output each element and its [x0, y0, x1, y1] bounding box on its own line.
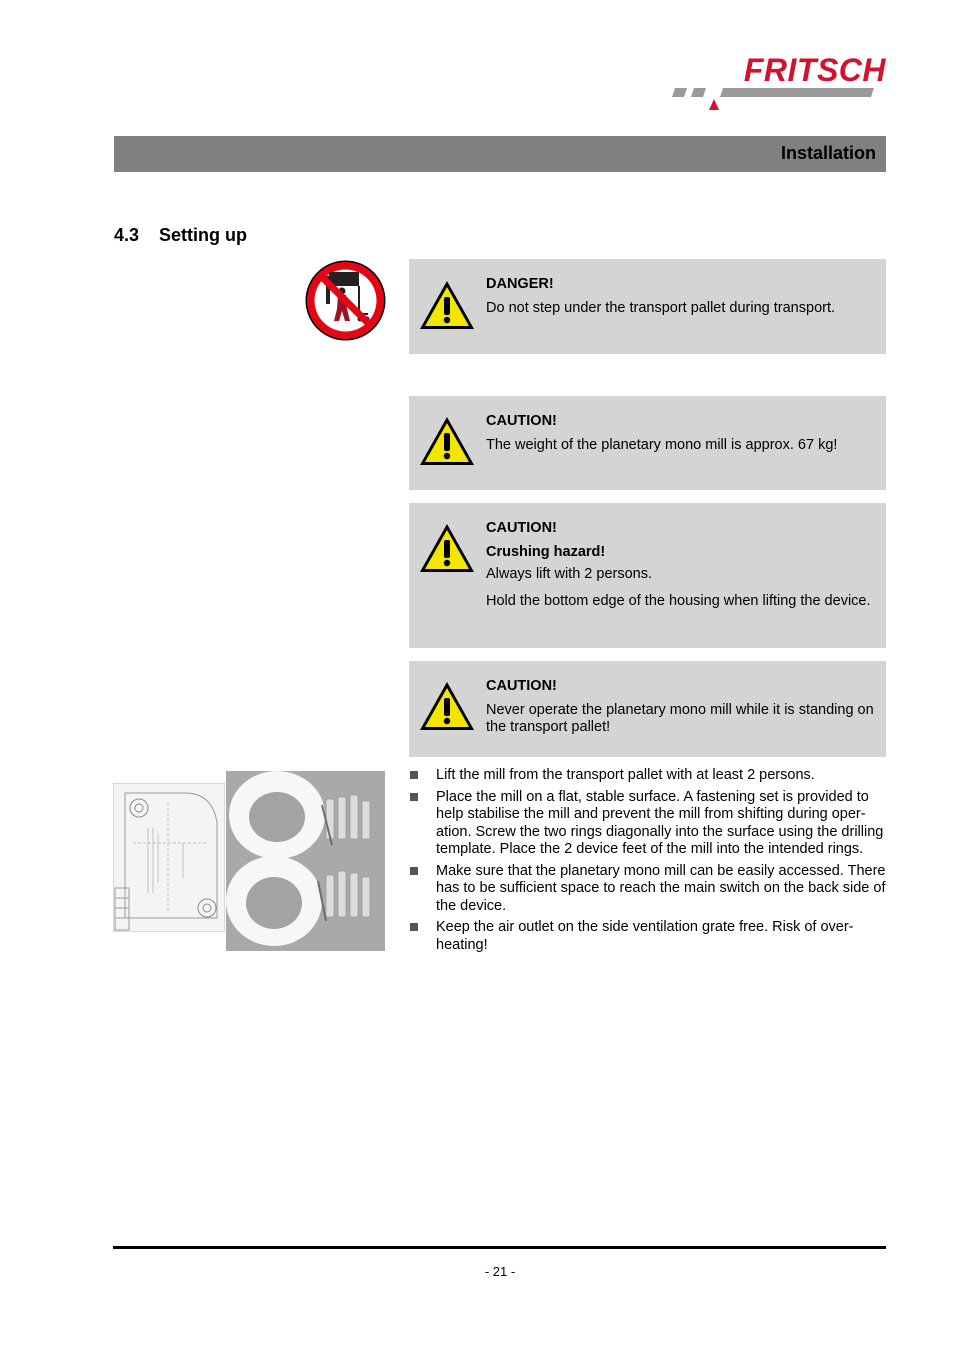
list-item-text: Lift the mill from the transport pallet with at least 2 persons.	[436, 767, 815, 783]
warning-triangle-icon	[418, 415, 476, 467]
list-item-text: Make sure that the planetary mono mill can be easily accessed. There has to be sufficient space to reach the main switch on the back side of the device.	[436, 862, 886, 914]
setup-instructions-list	[409, 767, 886, 958]
list-item	[409, 789, 886, 859]
drilling-template-image	[113, 783, 225, 932]
list-item	[409, 919, 886, 954]
notice-title: DANGER!	[486, 276, 554, 292]
fastening-rings-photo	[226, 771, 385, 951]
notice-text: Never operate the planetary mono mill while it is standing on the transport pallet!	[486, 701, 874, 735]
notice-text: Hold the bottom edge of the housing when lifting the device.	[486, 592, 871, 609]
notice-title: CAUTION!	[486, 678, 557, 694]
list-item-text: Keep the air outlet on the side ventilation grate free. Risk of over-heating!	[436, 919, 854, 953]
danger-notice	[409, 259, 886, 354]
square-bullet-icon	[410, 923, 418, 931]
no-standing-under-load-icon	[304, 259, 387, 342]
logo-text: FRITSCH	[743, 52, 886, 88]
logo-stripes-icon	[668, 54, 888, 112]
square-bullet-icon	[410, 793, 418, 801]
warning-triangle-icon	[418, 279, 476, 331]
notice-text: Do not step under the transport pallet during transport.	[486, 299, 836, 316]
caution-notice-weight	[409, 396, 886, 490]
chapter-header-bar	[114, 136, 886, 172]
fritsch-logo	[668, 54, 888, 112]
caution-notice-pallet	[409, 661, 886, 757]
chapter-title: Installation	[780, 143, 876, 163]
list-item	[409, 863, 886, 916]
page-number: - 21 -	[484, 1264, 516, 1279]
notice-text: The weight of the planetary mono mill is approx. 67 kg!	[486, 436, 838, 453]
list-item	[409, 767, 886, 785]
section-heading	[114, 225, 247, 246]
caution-notice-crushing	[409, 503, 886, 648]
notice-title: CAUTION!	[486, 520, 557, 536]
square-bullet-icon	[410, 867, 418, 875]
square-bullet-icon	[410, 771, 418, 779]
warning-triangle-icon	[418, 680, 476, 732]
footer-divider	[113, 1246, 886, 1249]
list-item-text: Place the mill on a flat, stable surface. A fastening set is provided to help stabilise the mill and prevent the mill from shifting during oper-ation. Screw the two rings diagonally into the surface using the drilling template. Place the 2 device feet of the mill into the intended rings.	[436, 788, 884, 857]
notice-text: Always lift with 2 persons.	[486, 566, 653, 582]
warning-triangle-icon	[418, 522, 476, 574]
notice-title: CAUTION!	[486, 413, 557, 429]
notice-subtitle: Crushing hazard!	[486, 543, 606, 560]
section-title: Setting up	[159, 225, 247, 245]
section-number: 4.3	[114, 225, 140, 245]
